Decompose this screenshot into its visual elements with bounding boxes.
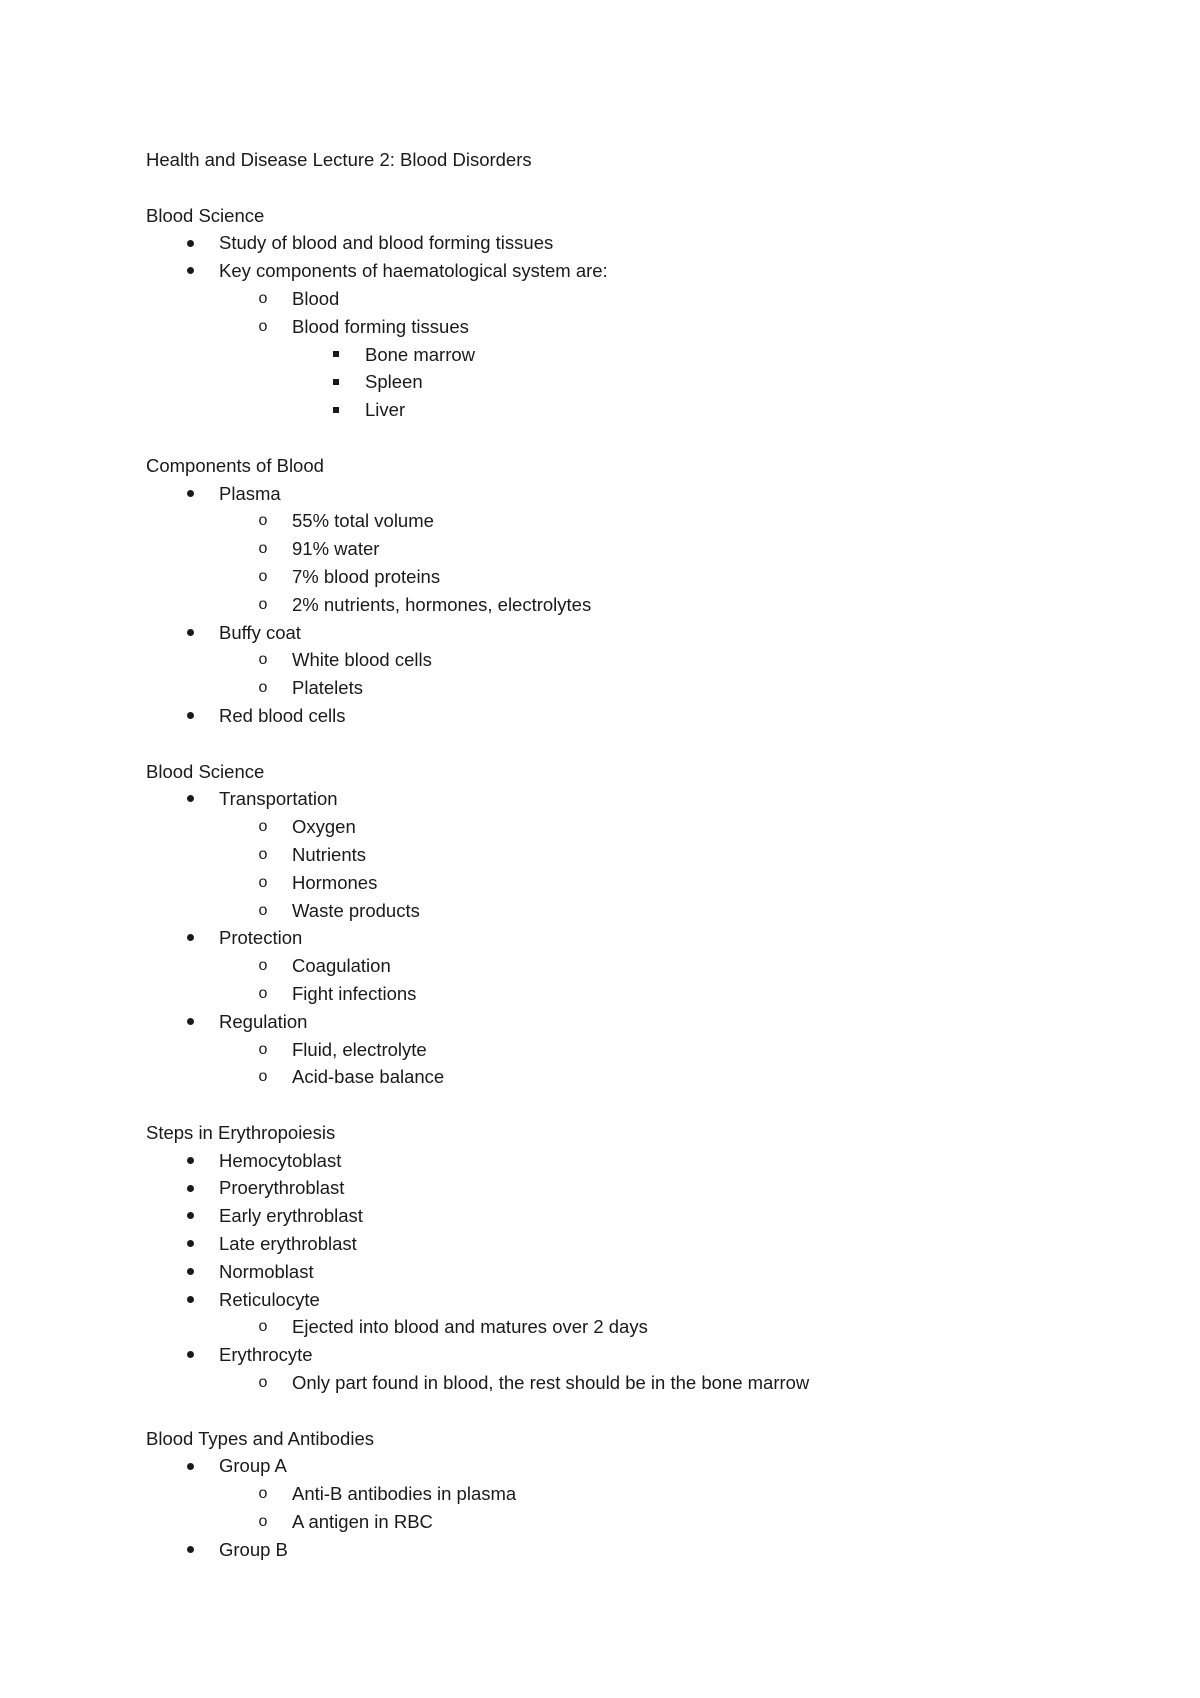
bullet-disc-icon <box>180 1147 200 1175</box>
line-text: Buffy coat <box>219 621 301 643</box>
line-text: Waste products <box>292 899 420 921</box>
sub-bullet-item <box>146 952 1146 980</box>
bullet-disc-icon <box>180 1536 200 1564</box>
line-text: Study of blood and blood forming tissues <box>219 232 554 254</box>
blank-line <box>146 1397 1146 1425</box>
line-text: Only part found in blood, the rest should be in the bone marrow <box>292 1372 810 1394</box>
line-text: Coagulation <box>292 955 391 977</box>
bullet-item <box>146 229 1146 257</box>
blank-line <box>146 174 1146 202</box>
blank-line <box>146 1091 1146 1119</box>
line-text: Blood <box>292 287 340 309</box>
sub-bullet-item <box>146 285 1146 313</box>
line-text: A antigen in RBC <box>292 1511 433 1533</box>
line-text: Hemocytoblast <box>219 1149 342 1171</box>
blank-line <box>146 730 1146 758</box>
sub-bullet-item <box>146 1508 1146 1536</box>
sub-bullet-item <box>146 1480 1146 1508</box>
bullet-circle-marker: o <box>258 540 268 558</box>
bullet-item <box>146 1452 1146 1480</box>
sub-bullet-item <box>146 841 1146 869</box>
line-text: Fight infections <box>292 982 417 1004</box>
bullet-disc-icon <box>180 619 200 647</box>
bullet-item <box>146 257 1146 285</box>
bullet-circle-marker: o <box>258 901 268 919</box>
line-text: Blood forming tissues <box>292 315 469 337</box>
line-text: Platelets <box>292 677 363 699</box>
bullet-item <box>146 1230 1146 1258</box>
bullet-circle-marker: o <box>258 289 268 307</box>
line-text: 2% nutrients, hormones, electrolytes <box>292 593 592 615</box>
bullet-disc-icon <box>180 1258 200 1286</box>
bullet-item <box>146 1286 1146 1314</box>
line-text: 91% water <box>292 538 380 560</box>
bullet-square-icon <box>326 396 346 424</box>
sub-bullet-item <box>146 1036 1146 1064</box>
bullet-disc-icon <box>180 257 200 285</box>
blank-line <box>146 424 1146 452</box>
bullet-item <box>146 785 1146 813</box>
line-text: Blood Types and Antibodies <box>146 1427 374 1449</box>
bullet-disc-icon <box>180 785 200 813</box>
bullet-square-icon <box>326 368 346 396</box>
bullet-item <box>146 924 1146 952</box>
line-text: Plasma <box>219 482 281 504</box>
bullet-item <box>146 1147 1146 1175</box>
line-text: 7% blood proteins <box>292 565 441 587</box>
bullet-circle-marker: o <box>258 567 268 585</box>
bullet-circle-marker: o <box>258 984 268 1002</box>
bullet-circle-marker: o <box>258 679 268 697</box>
heading <box>146 1119 1146 1147</box>
line-text: Fluid, electrolyte <box>292 1038 427 1060</box>
line-text: Group A <box>219 1455 287 1477</box>
bullet-disc-icon <box>180 1341 200 1369</box>
line-text: Spleen <box>365 371 423 393</box>
line-text: Components of Blood <box>146 454 324 476</box>
line-text: Hormones <box>292 871 378 893</box>
line-text: Acid-base balance <box>292 1066 445 1088</box>
bullet-disc-icon <box>180 480 200 508</box>
bullet-disc-icon <box>180 1202 200 1230</box>
sub-bullet-item <box>146 1063 1146 1091</box>
bullet-square-icon <box>326 341 346 369</box>
sub-bullet-item <box>146 591 1146 619</box>
sub-sub-bullet-item <box>146 341 1146 369</box>
bullet-circle-marker: o <box>258 818 268 836</box>
bullet-disc-icon <box>180 924 200 952</box>
heading <box>146 758 1146 786</box>
bullet-circle-marker: o <box>258 873 268 891</box>
bullet-item <box>146 1202 1146 1230</box>
bullet-item <box>146 1008 1146 1036</box>
line-text: Nutrients <box>292 843 367 865</box>
heading <box>146 146 1146 174</box>
bullet-circle-marker: o <box>258 1040 268 1058</box>
bullet-item <box>146 480 1146 508</box>
bullet-disc-icon <box>180 1452 200 1480</box>
bullet-item <box>146 1258 1146 1286</box>
bullet-circle-marker: o <box>258 957 268 975</box>
line-text: Oxygen <box>292 816 356 838</box>
heading <box>146 1425 1146 1453</box>
bullet-circle-marker: o <box>258 651 268 669</box>
line-text: Late erythroblast <box>219 1233 357 1255</box>
line-text: Blood Science <box>146 760 265 782</box>
line-text: Anti-B antibodies in plasma <box>292 1483 517 1505</box>
bullet-circle-marker: o <box>258 1318 268 1336</box>
line-text: Health and Disease Lecture 2: Blood Disorders <box>146 149 532 170</box>
bullet-circle-marker: o <box>258 595 268 613</box>
bullet-circle-marker: o <box>258 1485 268 1503</box>
line-text: Liver <box>365 399 406 421</box>
line-text: Proerythroblast <box>219 1177 345 1199</box>
sub-bullet-item <box>146 535 1146 563</box>
bullet-item <box>146 1341 1146 1369</box>
line-text: Early erythroblast <box>219 1205 363 1227</box>
bullet-item <box>146 702 1146 730</box>
bullet-item <box>146 619 1146 647</box>
document-body <box>146 146 1146 1564</box>
sub-bullet-item <box>146 869 1146 897</box>
line-text: Ejected into blood and matures over 2 days <box>292 1316 648 1338</box>
bullet-disc-icon <box>180 702 200 730</box>
bullet-disc-icon <box>180 1008 200 1036</box>
line-text: Steps in Erythropoiesis <box>146 1121 336 1143</box>
sub-bullet-item <box>146 507 1146 535</box>
sub-bullet-item <box>146 980 1146 1008</box>
sub-bullet-item <box>146 563 1146 591</box>
line-text: Group B <box>219 1538 288 1560</box>
sub-sub-bullet-item <box>146 396 1146 424</box>
line-text: 55% total volume <box>292 510 434 532</box>
line-text: Bone marrow <box>365 343 476 365</box>
bullet-item <box>146 1536 1146 1564</box>
line-text: Reticulocyte <box>219 1288 320 1310</box>
bullet-disc-icon <box>180 1230 200 1258</box>
heading <box>146 202 1146 230</box>
bullet-disc-icon <box>180 229 200 257</box>
sub-bullet-item <box>146 313 1146 341</box>
sub-bullet-item <box>146 646 1146 674</box>
sub-bullet-item <box>146 813 1146 841</box>
bullet-circle-marker: o <box>258 317 268 335</box>
bullet-circle-marker: o <box>258 845 268 863</box>
heading <box>146 452 1146 480</box>
bullet-circle-marker: o <box>258 512 268 530</box>
bullet-disc-icon <box>180 1174 200 1202</box>
line-text: Blood Science <box>146 204 265 226</box>
line-text: Protection <box>219 927 303 949</box>
line-text: White blood cells <box>292 649 432 671</box>
sub-sub-bullet-item <box>146 368 1146 396</box>
sub-bullet-item <box>146 674 1146 702</box>
bullet-circle-marker: o <box>258 1513 268 1531</box>
bullet-item <box>146 1174 1146 1202</box>
sub-bullet-item <box>146 897 1146 925</box>
line-text: Key components of haematological system are: <box>219 260 608 282</box>
line-text: Normoblast <box>219 1260 314 1282</box>
line-text: Transportation <box>219 788 338 810</box>
line-text: Red blood cells <box>219 704 346 726</box>
line-text: Regulation <box>219 1010 308 1032</box>
bullet-circle-marker: o <box>258 1068 268 1086</box>
sub-bullet-item <box>146 1369 1146 1397</box>
line-text: Erythrocyte <box>219 1344 313 1366</box>
bullet-circle-marker: o <box>258 1374 268 1392</box>
bullet-disc-icon <box>180 1286 200 1314</box>
sub-bullet-item <box>146 1313 1146 1341</box>
